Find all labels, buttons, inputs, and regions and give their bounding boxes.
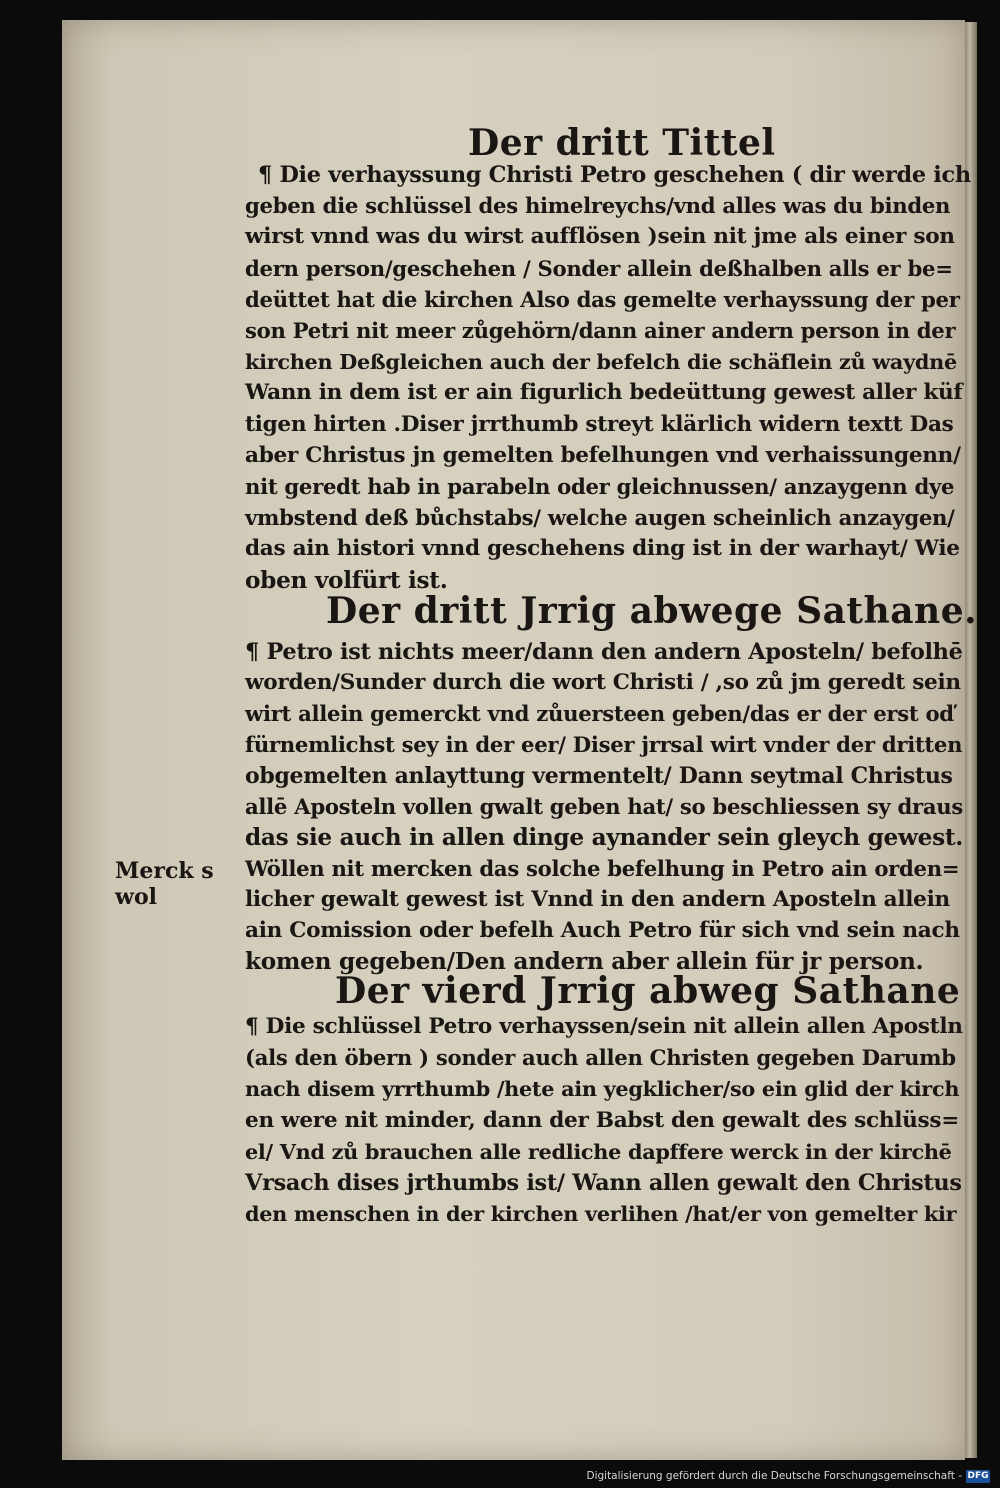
text-line: Wöllen nit mercken das solche befelhung in Petro ain orden= (245, 856, 960, 881)
text-line: (als den öbern ) sonder auch allen Christen gegeben Darumb (245, 1045, 956, 1071)
text-line: licher gewalt gewest ist Vnnd in den andern Aposteln allein (245, 887, 950, 912)
text-line: dern person/geschehen / Sonder allein deßhalben alls er be= (245, 255, 953, 281)
margin-note (115, 858, 214, 910)
text-line: Wann in dem ist er ain figurlich bedeüttung gewest aller küf (245, 380, 963, 406)
text-line: nit geredt hab in parabeln oder gleichnussen/ anzaygenn dye (245, 474, 955, 499)
footer-credit: Digitalisierung gefördert durch die Deutsche Forschungsgemeinschaft - (586, 1470, 962, 1482)
text-line: en were nit minder, dann der Babst den gewalt des schlüss= (245, 1107, 960, 1133)
text-line: nach disem yrrthumb /hete ain yegklicher/so ein glid der kirch (245, 1076, 960, 1102)
text-line: wirt allein gemerckt vnd zůuersteen geben/das er der erst oď (245, 701, 954, 726)
text-line: ¶ Die schlüssel Petro verhayssen/sein nit allein allen Apostln (245, 1014, 963, 1039)
text-line: deüttet hat die kirchen Also das gemelte verhayssung der per (245, 286, 960, 312)
text-line: worden/Sunder durch die wort Christi / ,so zů jm geredt sein (245, 670, 961, 695)
page-edge (965, 22, 977, 1458)
text-line: den menschen in der kirchen verlihen /hat/er von gemelter kir (245, 1201, 957, 1227)
text-line: obgemelten anlayttung vermentelt/ Dann seytmal Christus (245, 763, 953, 789)
text-line: son Petri nit meer zůgehörn/dann ainer andern person in der (245, 318, 956, 343)
text-line: ain Comission oder befelh Auch Petro für sich vnd sein nach (245, 918, 960, 943)
text-line: geben die schlüssel des himelreychs/vnd alles was du binden (245, 193, 951, 219)
margin-note-line-1: Merck s (115, 858, 214, 884)
text-line: el/ Vnd zů brauchen alle redliche dapffere werck in der kirchē (245, 1138, 952, 1164)
text-line: allē Aposteln vollen gwalt geben hat/ so beschliessen sy draus (245, 794, 964, 819)
text-line: das ain histori vnnd geschehens ding ist in der warhayt/ Wie (245, 536, 960, 562)
chapter-heading: Der dritt Tittel (468, 122, 776, 164)
text-line: ¶ Die verhayssung Christi Petro geschehen ( dir werde ich (258, 162, 971, 188)
margin-note-line-2: wol (115, 884, 157, 910)
text-line: komen gegeben/Den andern aber allein für jr person. (245, 948, 924, 975)
text-line: wirst vnnd was du wirst aufflösen )sein nit jme als einer son (245, 224, 955, 250)
text-line: fürnemlichst sey in der eer/ Diser jrrsal wirt vnder der dritten (245, 732, 963, 757)
text-line: ¶ Petro ist nichts meer/dann den andern Aposteln/ befolhē (245, 639, 963, 665)
text-line: Vrsach dises jrthumbs ist/ Wann allen gewalt den Christus (245, 1170, 962, 1196)
text-line: das sie auch in allen dinge aynander sein gleych gewest. (245, 824, 964, 851)
text-line: tigen hirten .Diser jrrthumb streyt klärlich widern textt Das (245, 411, 954, 437)
dfg-logo: DFG (967, 1471, 989, 1481)
section-heading-3: Der vierd Jrrig abweg Sathane (335, 970, 961, 1012)
text-line: aber Christus jn gemelten befelhungen vnd verhaissungenn/ (245, 442, 961, 468)
section-heading-2: Der dritt Jrrig abwege Sathane. (326, 590, 978, 632)
text-line: kirchen Deßgleichen auch der befelch die schäflein zů waydnē (245, 349, 957, 375)
text-line: oben volfürt ist. (245, 566, 448, 594)
text-line: vmbstend deß bůchstabs/ welche augen scheinlich anzaygen/ (245, 505, 955, 531)
